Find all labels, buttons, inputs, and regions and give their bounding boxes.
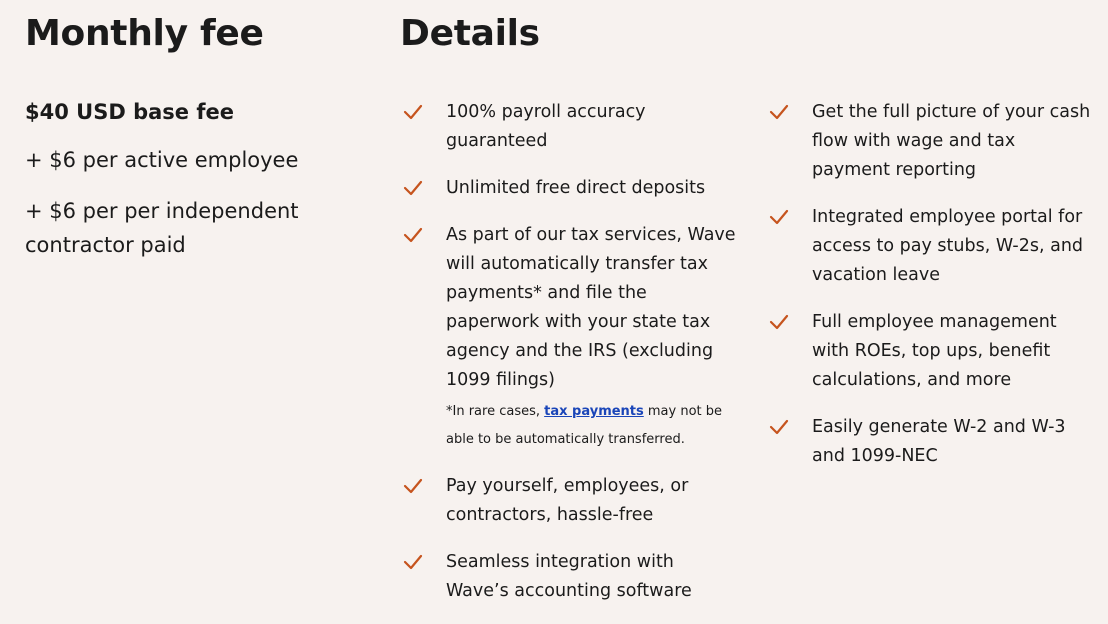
list-item <box>400 174 740 203</box>
list-item-text: Integrated employee portal for access to pay stubs, W-2s, and vacation leave <box>812 207 1084 285</box>
details-heading: Details <box>400 13 540 54</box>
list-item-text: Full employee management with ROEs, top ups, benefit calculations, and more <box>812 312 1057 390</box>
list-item-text: Seamless integration with Wave’s accounting software <box>446 552 692 601</box>
check-icon <box>402 178 424 198</box>
list-item <box>400 221 740 454</box>
list-item <box>766 203 1096 290</box>
list-item <box>766 413 1096 471</box>
check-icon <box>402 476 424 496</box>
details-list-right <box>766 98 1096 489</box>
check-icon <box>402 102 424 122</box>
check-icon <box>768 207 790 227</box>
details-list-left <box>400 98 740 624</box>
fee-per-contractor: + $6 per per independent contractor paid <box>25 199 299 257</box>
list-item-text: As part of our tax services, Wave will automatically transfer tax payments* and file the paperwork with your state tax agency and the IRS (excluding 1099 filings) <box>446 225 736 390</box>
list-item <box>400 548 740 606</box>
list-item <box>766 308 1096 395</box>
details-section <box>400 12 1100 601</box>
monthly-fee-heading: Monthly fee <box>25 13 264 54</box>
list-item-text: Unlimited free direct deposits <box>446 178 706 198</box>
list-item-text: Easily generate W-2 and W-3 and 1099-NEC <box>812 417 1066 466</box>
list-item-text: Get the full picture of your cash flow with wage and tax payment reporting <box>812 102 1091 180</box>
check-icon <box>768 102 790 122</box>
check-icon <box>768 312 790 332</box>
monthly-fee-section <box>25 12 365 262</box>
footnote-prefix: *In rare cases, <box>446 404 545 419</box>
list-item <box>400 472 740 530</box>
check-icon <box>402 225 424 245</box>
footnote-suffix: may not be able to be automatically transferred. <box>446 404 723 447</box>
tax-payments-link[interactable]: tax payments <box>544 404 644 419</box>
list-item-text: Pay yourself, employees, or contractors, hassle-free <box>446 476 689 525</box>
check-icon <box>768 417 790 437</box>
list-item-text: 100% payroll accuracy guaranteed <box>446 102 646 151</box>
list-item <box>766 98 1096 185</box>
fee-per-employee: + $6 per active employee <box>25 148 299 172</box>
check-icon <box>402 552 424 572</box>
list-item <box>400 98 740 156</box>
base-fee: $40 USD base fee <box>25 100 234 124</box>
tax-footnote <box>446 398 740 454</box>
